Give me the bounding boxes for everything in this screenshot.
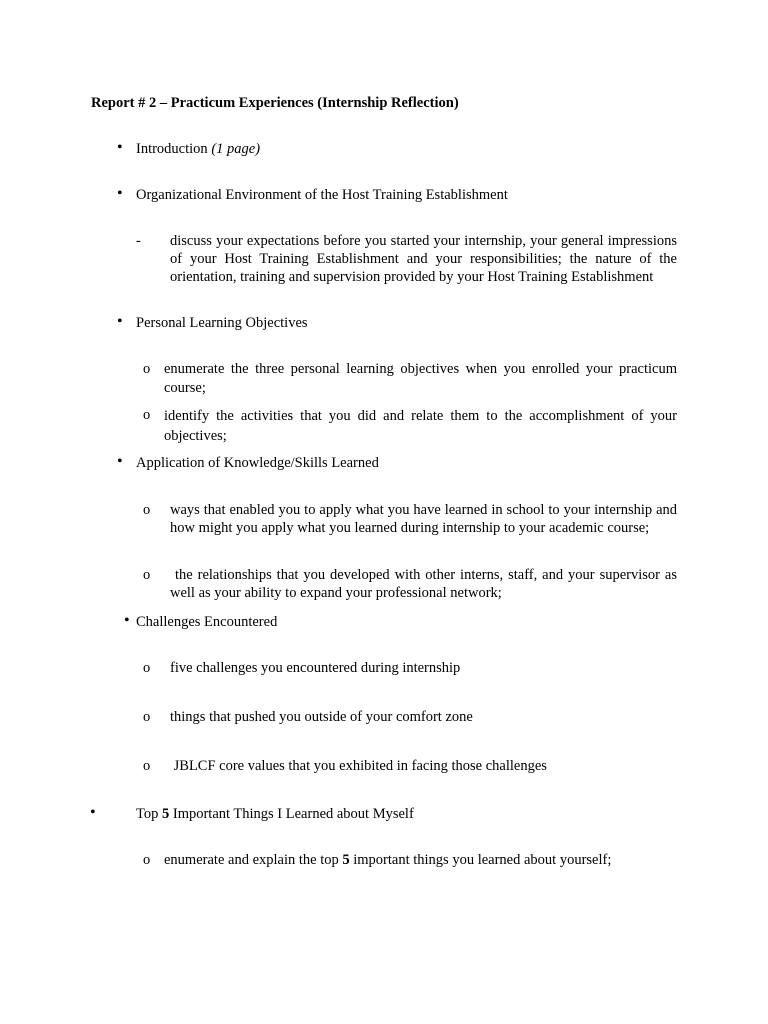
list-item: five challenges you encountered during internship	[170, 660, 461, 676]
list-item: ways that enabled you to apply what you have learned in school to your internship and how might you apply what you learned during internship to your academic course;	[170, 502, 677, 536]
circle-bullet-marker: o	[143, 567, 151, 583]
list-item: enumerate the three personal learning objectives when you enrolled your practicum course;	[164, 361, 677, 396]
heading-text-end: Important Things I Learned about Myself	[169, 806, 414, 822]
heading-text-start: Top	[136, 806, 162, 822]
circle-bullet-marker: o	[143, 852, 151, 868]
bullet-icon: •	[117, 313, 123, 330]
section-heading-organizational-environment: Organizational Environment of the Host Training Establishment	[136, 187, 508, 203]
section-heading-challenges-encountered: Challenges Encountered	[136, 614, 278, 630]
bullet-icon: •	[117, 453, 123, 470]
list-item: identify the activities that you did and relate them to the accomplishment of your objectives;	[164, 408, 677, 444]
report-title: Report # 2 – Practicum Experiences (Internship Reflection)	[91, 95, 459, 111]
circle-bullet-marker: o	[143, 660, 151, 676]
section-heading-personal-learning-objectives: Personal Learning Objectives	[136, 315, 308, 331]
dash-marker: -	[136, 233, 141, 249]
item-number: 5	[342, 852, 350, 868]
circle-bullet-marker: o	[143, 709, 151, 725]
list-item: things that pushed you outside of your comfort zone	[170, 709, 473, 725]
circle-bullet-marker: o	[143, 361, 151, 377]
circle-bullet-marker: o	[143, 758, 151, 774]
heading-number: 5	[161, 806, 170, 822]
bullet-icon: •	[90, 804, 96, 821]
section-heading-application-of-knowledge: Application of Knowledge/Skills Learned	[136, 455, 379, 471]
bullet-icon: •	[117, 185, 123, 202]
item-text-start: enumerate and explain the top	[164, 852, 343, 868]
item-text-end: important things you learned about yourself;	[349, 852, 612, 868]
section-label: Introduction	[136, 141, 208, 157]
list-item	[164, 851, 611, 869]
circle-bullet-marker: o	[143, 502, 151, 518]
section-heading-top-5-important-things	[136, 805, 414, 823]
list-item: the relationships that you developed with other interns, staff, and your supervisor as well as your ability to expand your professional network;	[170, 567, 681, 601]
bullet-icon: •	[124, 612, 130, 629]
list-item: discuss your expectations before you started your internship, your general impressions of your Host Training Establishment and your responsibilities; the nature of the orientation, training and supervision provided by your Host Training Establishment	[170, 233, 677, 285]
circle-bullet-marker: o	[143, 407, 151, 423]
bullet-icon: •	[117, 139, 123, 156]
list-item: JBLCF core values that you exhibited in facing those challenges	[170, 758, 547, 774]
section-note: (1 page)	[211, 141, 261, 157]
section-heading-introduction	[136, 140, 260, 158]
